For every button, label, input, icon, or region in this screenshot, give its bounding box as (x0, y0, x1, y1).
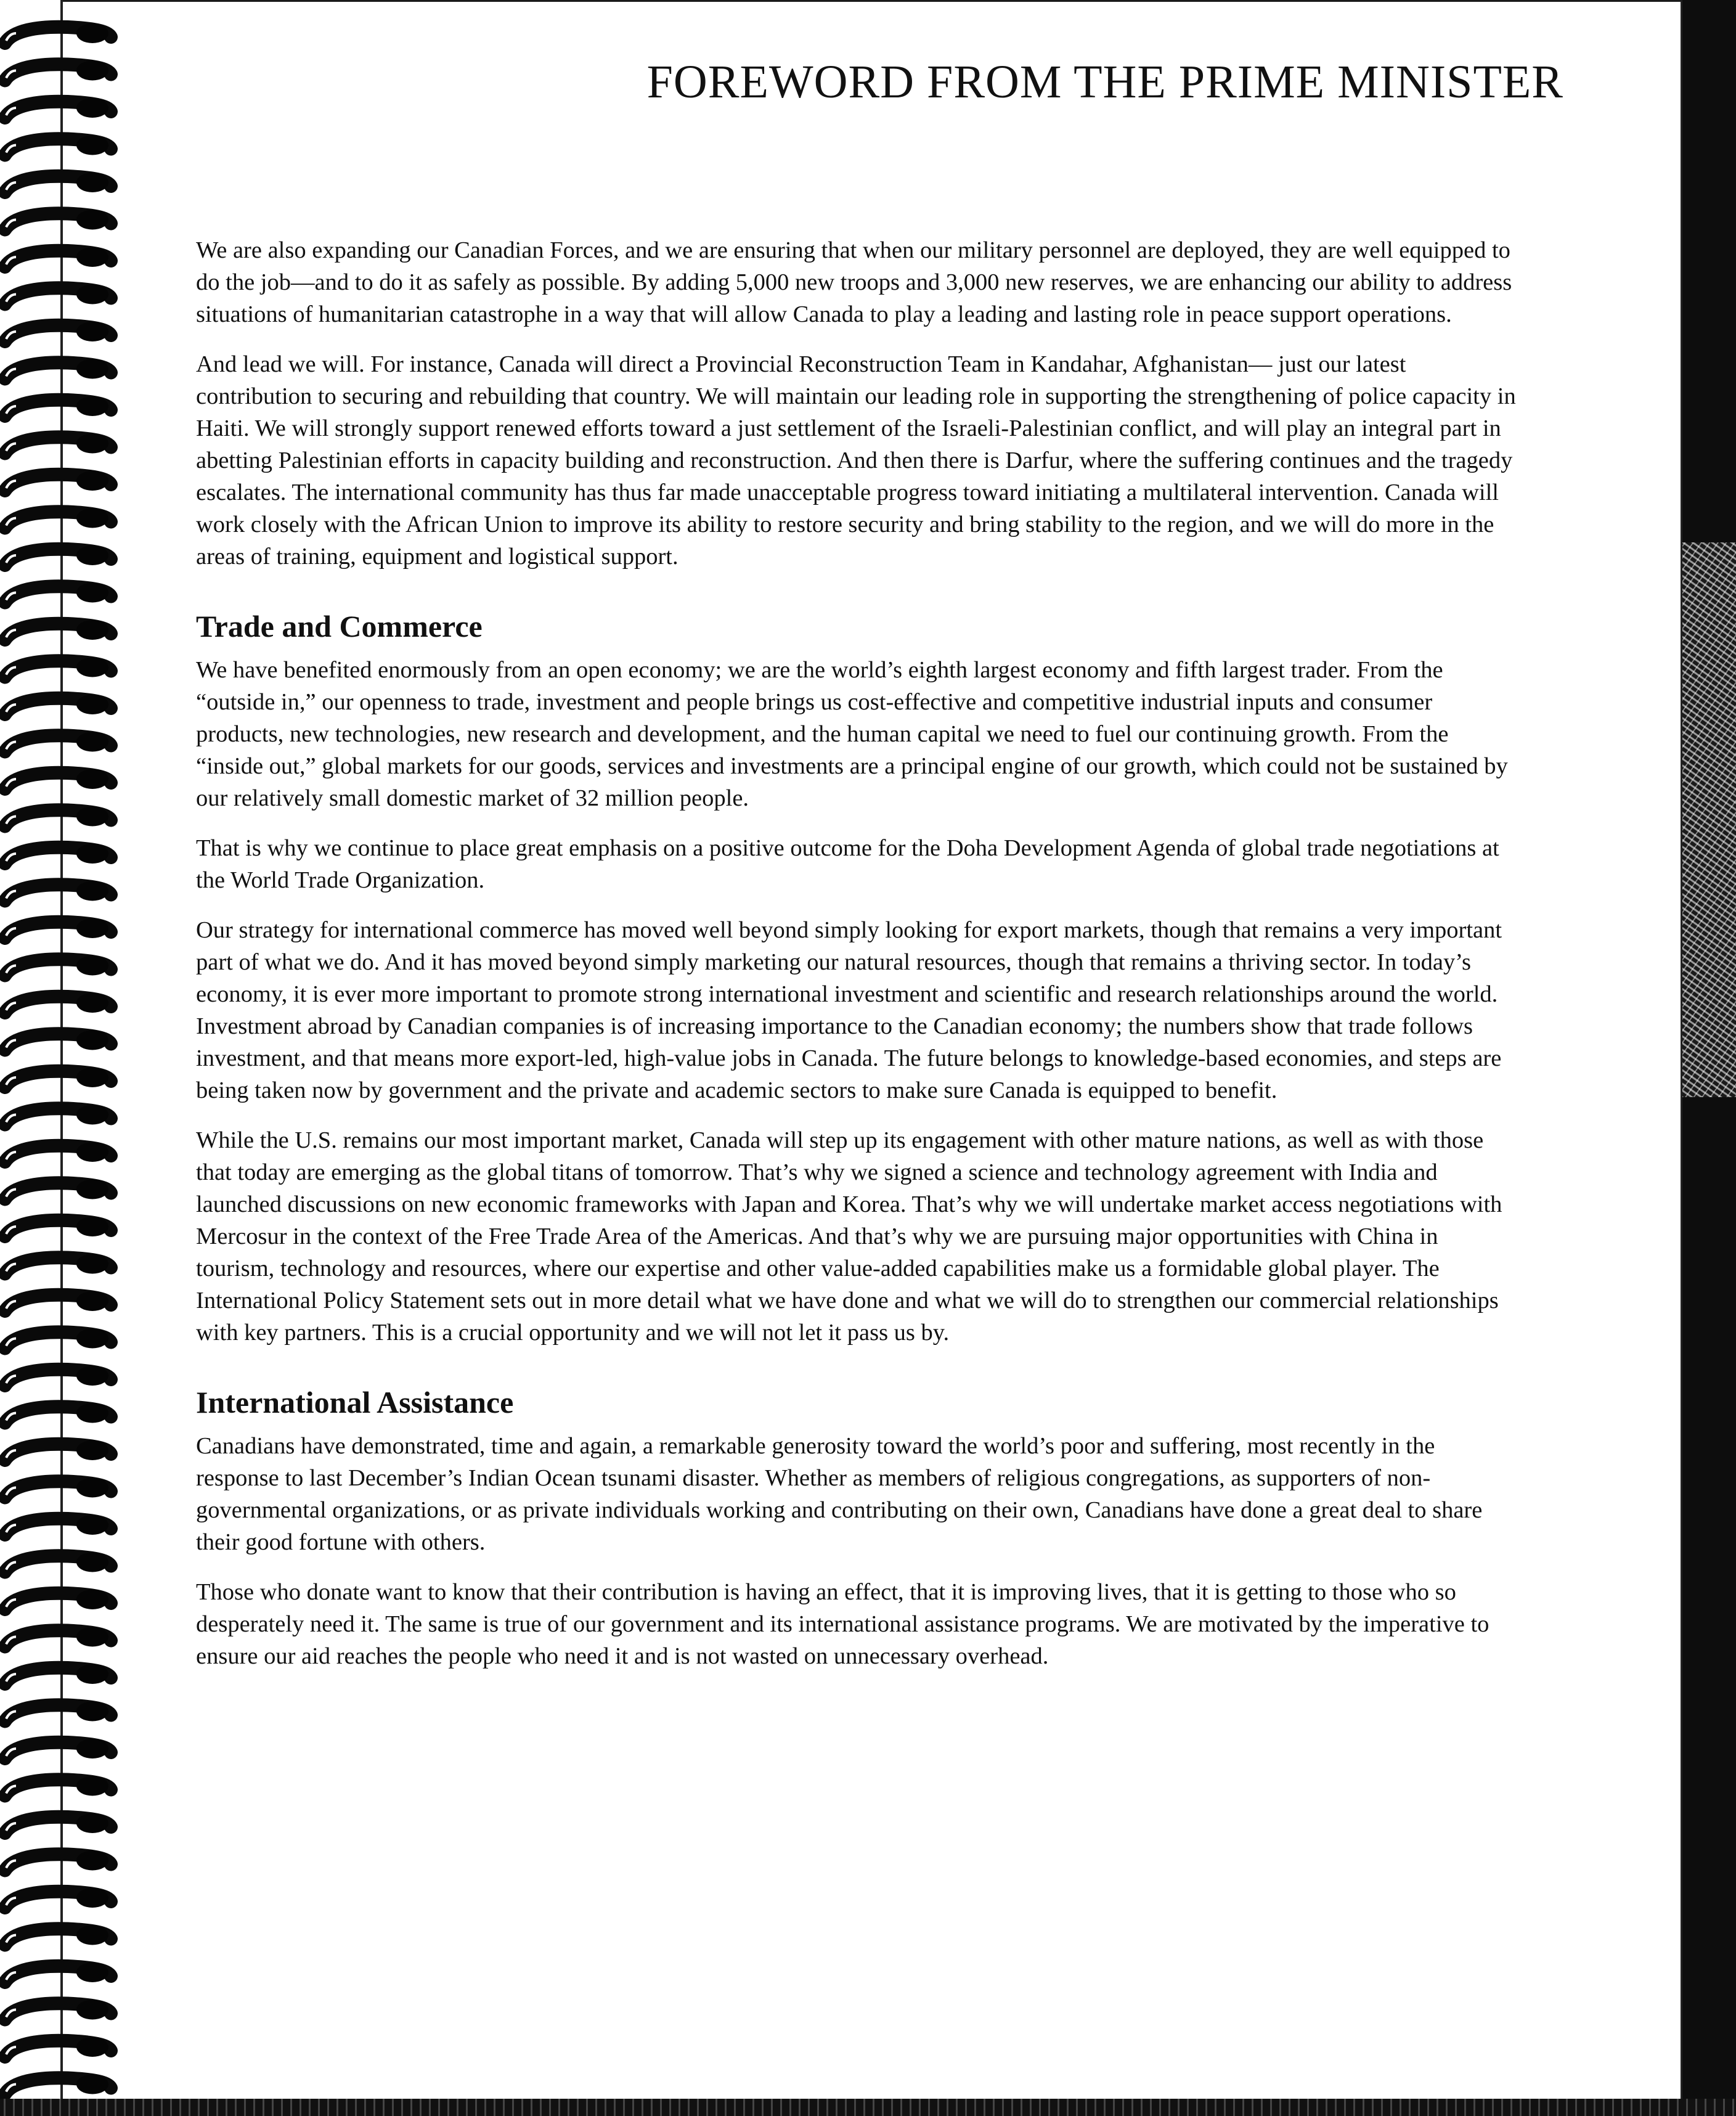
binding-coil (5, 359, 111, 379)
binding-coil (5, 1627, 111, 1647)
binding-coil (5, 1366, 111, 1386)
binding-coil (5, 732, 111, 752)
binding-coil (5, 61, 111, 81)
binding-coil (5, 1702, 111, 1722)
binding-coil (5, 844, 111, 864)
binding-coil (5, 1068, 111, 1087)
binding-coil (5, 136, 111, 155)
binding-coil (5, 1180, 111, 1199)
binding-coil (5, 1888, 111, 1908)
section-heading-trade: Trade and Commerce (196, 609, 483, 643)
binding-coil (5, 1739, 111, 1759)
binding-coil (5, 918, 111, 938)
binding-coil (5, 807, 111, 827)
paragraph: Those who donate want to know that their contribution is having an effect, that it is improving lives, that it is getting to those who so desperately need it. The same is true of our government and its international assistance programs. We are motivated by the imperative to ensure our aid reaches the people who need it and is not wasted on unnecessary overhead. (196, 1579, 1489, 1669)
binding-coil (5, 471, 111, 491)
binding-coil (5, 1031, 111, 1050)
page-title: FOREWORD FROM THE PRIME MINISTER (646, 56, 1563, 108)
binding-coil (5, 1105, 111, 1125)
binding-coil (5, 434, 111, 454)
binding-coil (5, 583, 111, 603)
binding-coil (5, 1142, 111, 1162)
binding-coil (5, 1776, 111, 1796)
binding-coil (5, 247, 111, 267)
binding-coil (5, 1515, 111, 1535)
binding-coil (5, 658, 111, 677)
binding-coil (5, 2075, 111, 2094)
binding-coil (5, 1926, 111, 1945)
binding-coil (5, 1851, 111, 1871)
binding-coil (5, 1329, 111, 1349)
binding-coil (5, 1590, 111, 1609)
binding-coil (5, 210, 111, 230)
binding-coil (5, 1478, 111, 1498)
binding-coil (5, 2000, 111, 2020)
paragraph: We are also expanding our Canadian Forces, and we are ensuring that when our military personnel are deployed, they are well equipped to do the job—and to do it as safely as possible. By adding 5,000 new troops and 3,000 new reserves, we are enhancing our ability to address situations of humanitarian catastrophe in a way that will allow Canada to play a leading and lasting role in peace support operations. (196, 237, 1512, 327)
spiral-binding (0, 0, 123, 2116)
spiral-binding-icon (0, 0, 123, 2116)
binding-coil (5, 322, 111, 341)
paragraph: We have benefited enormously from an open economy; we are the world’s eighth largest economy and fifth largest trader. From the “outside in,” our openness to trade, investment and people brings us cost-effective and competitive industrial inputs and consumer products, new technologies, new research and development, and the human capital we need to fuel our continuing growth. From the “inside out,” global markets for our goods, services and investments are a principal engine of our growth, which could not be sustained by our relatively small domestic market of 32 million people. (196, 657, 1508, 811)
binding-coil (5, 695, 111, 714)
binding-coil (5, 881, 111, 901)
paragraph: That is why we continue to place great emphasis on a positive outcome for the Doha Development Agenda of global trade negotiations at the World Trade Organization. (196, 835, 1499, 893)
binding-coil (5, 545, 111, 565)
binding-coil (5, 1963, 111, 1982)
binding-coil (5, 1291, 111, 1311)
binding-coil (5, 620, 111, 640)
binding-coil (5, 509, 111, 528)
scanner-background-bottom (0, 2099, 1736, 2116)
paragraph: Canadians have demonstrated, time and again, a remarkable generosity toward the world’s poor and suffering, most recently in the response to last December’s Indian Ocean tsunami disaster. Whether as members of religious congregations, as supporters of non-governmental organizations, or as private individuals working and contributing on their own, Canadians have done a great deal to share their good fortune with others. (196, 1433, 1483, 1555)
binding-coil (5, 1813, 111, 1833)
binding-coil (5, 1440, 111, 1460)
paragraph: While the U.S. remains our most important market, Canada will step up its engagement with other mature nations, as well as with those that today are emerging as the global titans of tomorrow. That’s why we signed a science and technology agreement with India and launched discussions on new economic frameworks with Japan and Korea. That’s why we will undertake market access negotiations with Mercosur in the context of the Free Trade Area of the Americas. And that’s why we are pursuing major opportunities with China in tourism, technology and resources, where our expertise and other value-added capabilities make us a formidable global player. The International Policy Statement sets out in more detail what we have done and what we will do to strengthen our commercial relationships with key partners. This is a crucial opportunity and we will not let it pass us by. (196, 1127, 1502, 1346)
binding-coil (5, 1254, 111, 1274)
scanner-noise-texture (1681, 542, 1736, 1097)
binding-coil (5, 396, 111, 416)
binding-coil (5, 173, 111, 192)
binding-coil (5, 993, 111, 1013)
section-heading-assistance: International Assistance (196, 1385, 514, 1420)
binding-coil (5, 1664, 111, 1684)
paragraph: Our strategy for international commerce has moved well beyond simply looking for export markets, though that remains a very important part of what we do. And it has moved beyond simply marketing our natural resources, though that remains a thriving sector. In today’s economy, it is ever more important to promote strong international investment and scientific and research relationships around the world. Investment abroad by Canadian companies is of increasing importance to the Canadian economy; the numbers show that trade follows investment, and that means more export-led, high-value jobs in Canada. The future belongs to knowledge-based economies, and steps are being taken now by government and the private and academic sectors to make sure Canada is equipped to benefit. (196, 917, 1502, 1103)
binding-coil (5, 23, 111, 43)
paragraph: And lead we will. For instance, Canada will direct a Provincial Reconstruction Team in Kandahar, Afghanistan— just our latest contribution to securing and rebuilding that country. We will maintain our leading role in supporting the strengthening of police capacity in Haiti. We will strongly support renewed efforts toward a just settlement of the Israeli-Palestinian conflict, and will play an integral part in abetting Palestinian efforts in capacity building and reconstruction. And then there is Darfur, where the suffering continues and the tragedy escalates. The international community has thus far made unacceptable progress toward initiating a multilateral intervention. Canada will work closely with the African Union to improve its ability to restore security and bring stability to the region, and we will do more in the areas of training, equipment and logistical support. (196, 351, 1516, 570)
binding-coil (5, 956, 111, 976)
binding-coil (5, 2037, 111, 2057)
binding-coil (5, 98, 111, 118)
binding-coil (5, 1553, 111, 1572)
document-body (196, 234, 1521, 1690)
binding-coil (5, 285, 111, 304)
binding-coil (5, 769, 111, 789)
binding-coil (5, 1403, 111, 1423)
binding-coil (5, 1217, 111, 1236)
